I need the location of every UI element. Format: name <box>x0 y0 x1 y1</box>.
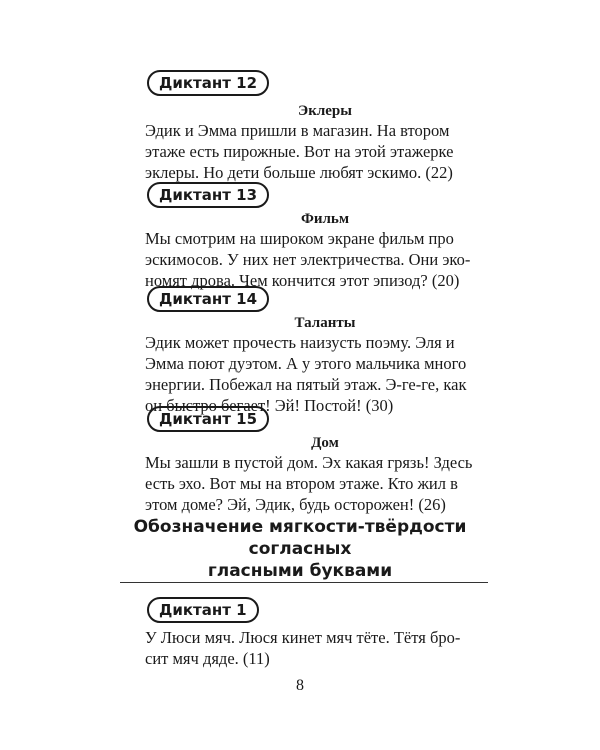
dictation-14-title: Таланты <box>294 315 356 331</box>
text-line: У Люси мяч. Люся кинет мяч тёте. Тётя бро- <box>145 628 461 647</box>
text-line: этаже есть пирожные. Вот на этой этажерке <box>145 142 454 161</box>
text-line: он быстро бегает! Эй! Постой! (30) <box>145 396 394 415</box>
text-line: Мы смотрим на широком экране фильм про <box>145 229 454 248</box>
text-line: энергии. Побежал на пятый этаж. Э-ге-ге, как <box>145 375 467 394</box>
dictation-12-title: Эклеры <box>298 103 352 119</box>
text-line: Эмма поют дуэтом. А у этого мальчика много <box>145 354 467 373</box>
heading-line: согласных <box>248 539 352 559</box>
dictation-15-tag: Диктант 15 <box>147 406 269 432</box>
section-heading <box>110 516 490 582</box>
dictation-1-tag: Диктант 1 <box>147 597 259 623</box>
text-line: этом доме? Эй, Эдик, будь осторожен! (26) <box>145 495 446 514</box>
dictation-14-text <box>145 332 505 416</box>
dictation-1-text <box>145 627 505 669</box>
heading-line: гласными буквами <box>207 561 393 581</box>
text-line: сит мяч дяде. (11) <box>145 649 270 668</box>
text-line: номят дрова. Чем кончится этот эпизод? (20) <box>145 271 460 290</box>
text-line: есть эхо. Вот мы на втором этаже. Кто жил в <box>145 474 458 493</box>
heading-line: Обозначение мягкости-твёрдости <box>133 517 467 537</box>
text-line: Эдик и Эмма пришли в магазин. На втором <box>145 121 450 140</box>
text-line: эскимосов. У них нет электричества. Они эко- <box>145 250 471 269</box>
dictation-14-tag: Диктант 14 <box>147 286 269 312</box>
text-line: эклеры. Но дети больше любят эскимо. (22) <box>145 163 453 182</box>
page-number: 8 <box>296 677 304 694</box>
dictation-12-text <box>145 120 505 183</box>
text-line: Мы зашли в пустой дом. Эх какая грязь! Здесь <box>145 453 473 472</box>
section-divider <box>120 582 488 583</box>
text-line: Эдик может прочесть наизусть поэму. Эля и <box>145 333 455 352</box>
dictation-13-text <box>145 228 505 291</box>
dictation-15-text <box>145 452 505 515</box>
dictation-15-title: Дом <box>311 435 339 451</box>
dictation-12-tag: Диктант 12 <box>147 70 269 96</box>
dictation-13-title: Фильм <box>300 211 350 227</box>
dictation-13-tag: Диктант 13 <box>147 182 269 208</box>
